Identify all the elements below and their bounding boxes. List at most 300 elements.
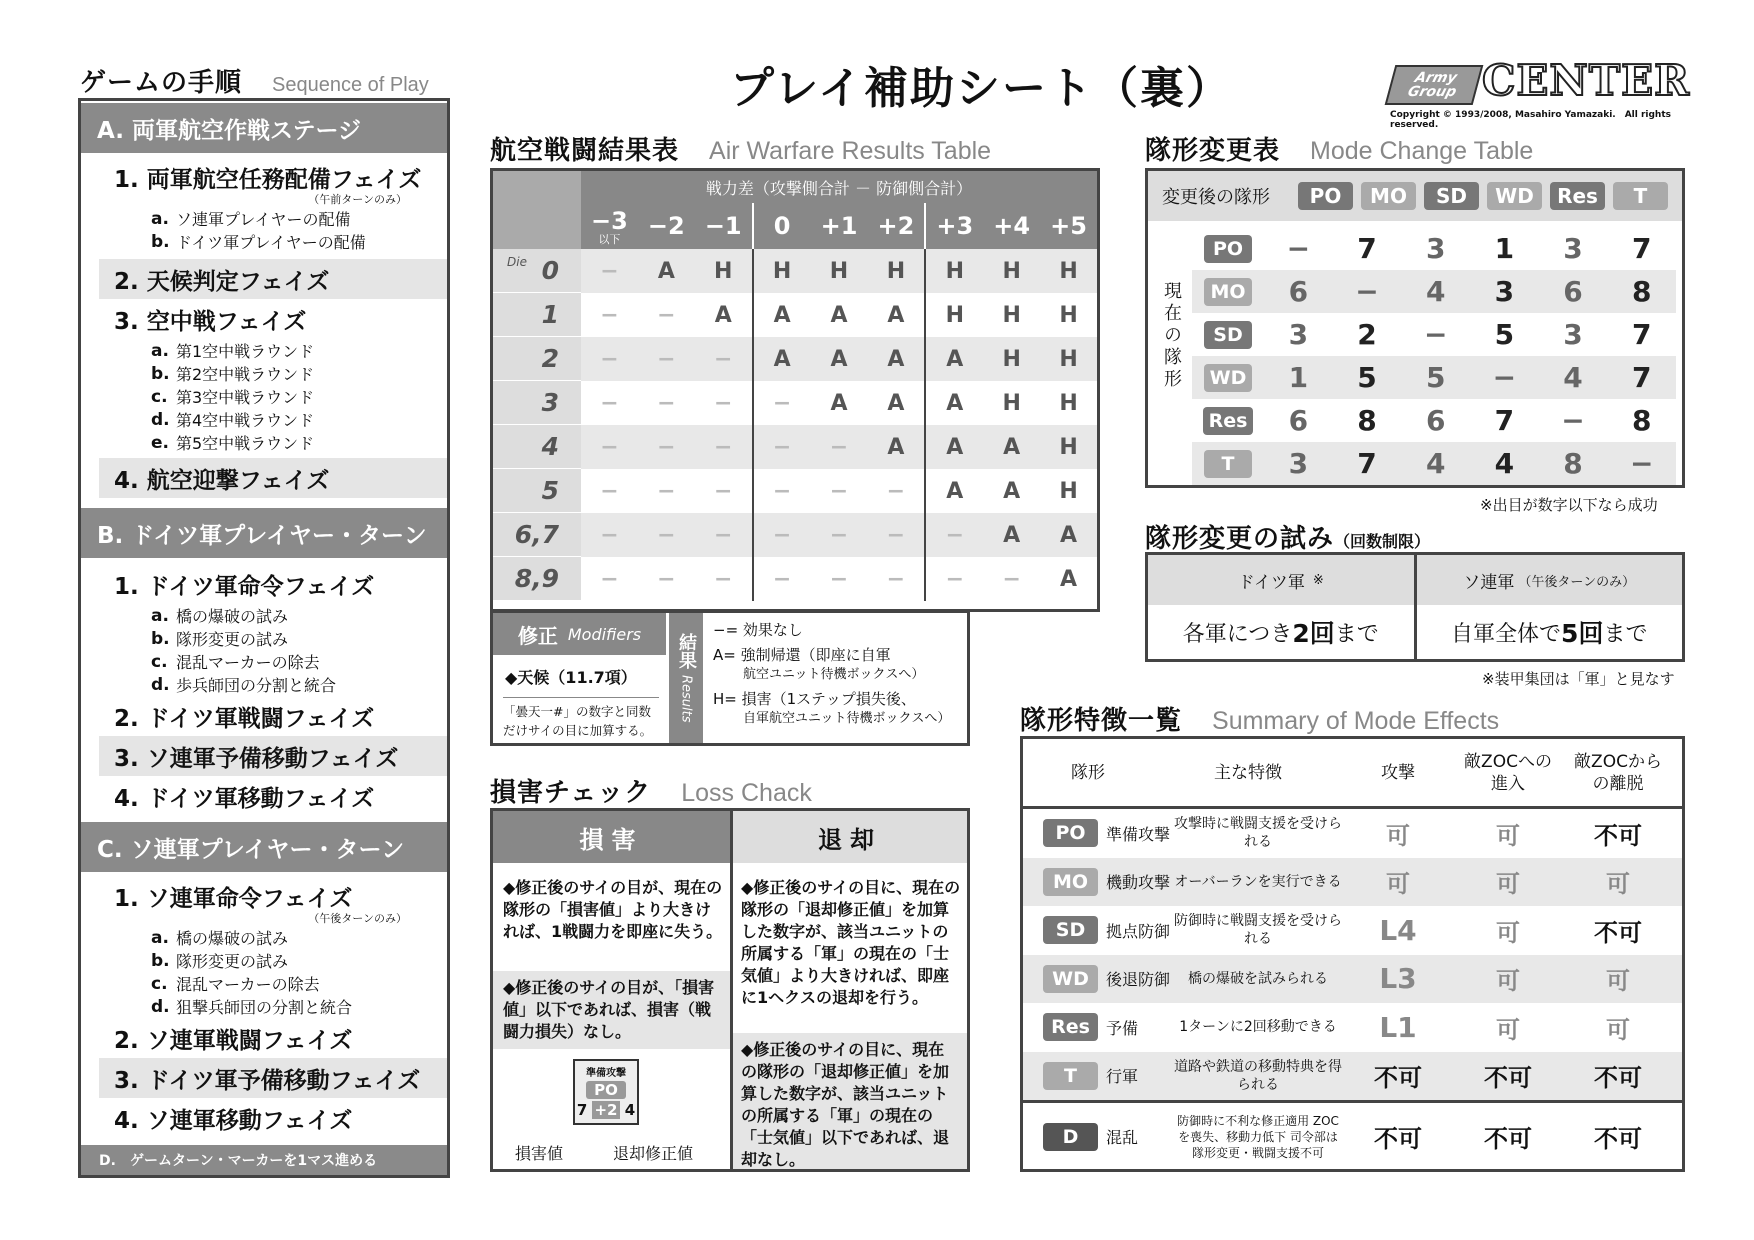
air-result-cell: − [657,346,676,372]
mode-value: − [1286,232,1311,265]
sub-a3a [81,339,447,362]
air-result-cell: A [887,302,905,328]
mode-row-sd: SD [1204,321,1252,349]
mode-row [1192,356,1676,399]
mode-row-label [1192,364,1264,392]
air-result-cell: − [600,390,619,416]
res-none: −= 効果なし [713,621,803,639]
logo-army-group: Army Group [1385,65,1484,105]
sum-mode-sd: SD [1043,916,1098,944]
air-result-cell: H [752,249,811,293]
air-result-cell: − [600,302,619,328]
try-german-v2: 2回 [1292,619,1335,648]
res-abort-1: A= 強制帰還（即座に自軍 [713,646,891,664]
text: ソ連軍プレイヤーの配備 [176,210,351,229]
sum-title: 隊形特徴一覧 [1020,706,1183,736]
mode-value: 7 [1631,361,1652,394]
mode-value: 8 [1357,404,1377,437]
mode-value: − [1355,275,1379,308]
mode-title: 隊形変更表 [1145,136,1281,166]
air-result-cell: A [1060,566,1078,592]
try-soviet-head [1417,555,1683,605]
air-die-cell [493,293,581,337]
air-result-cell: A [1003,478,1021,504]
res-hit-2: 自軍航空ユニット待機ボックスへ） [743,711,951,726]
text: ドイツ軍プレイヤーの配備 [176,233,366,252]
sum-feature: 道路や鉄道の移動特典を得られる [1174,1058,1342,1093]
phase-a4: 4. 航空迎撃フェイズ [99,458,447,498]
stage-d: D. ゲームターン・マーカーを1マス進める [81,1145,447,1175]
mode-value: 5 [1494,318,1515,351]
sum-attack: L4 [1379,913,1417,947]
sum-zoc-exit: 可 [1606,1015,1630,1044]
mode-row-label [1192,235,1264,263]
sum-mode-po: PO [1043,819,1098,847]
air-col-headers [581,203,1097,249]
sequence-of-play-box [78,98,450,1178]
air-result-cell: − [714,522,733,548]
loss-value-label: 損害値 [515,1144,564,1163]
air-die-cell [493,381,581,425]
stage-a: A. 両軍航空作戦ステージ [81,103,447,153]
counter-loss: 7 [576,1101,588,1119]
phase-c3: 3. ドイツ軍予備移動フェイズ [99,1058,447,1098]
air-result-cell: − [600,522,619,548]
mode-value: 3 [1494,275,1515,308]
sub-c1a [81,926,447,949]
sum-mode-name: 後退防御 [1106,970,1171,990]
text: 第4空中戦ラウンド [176,411,315,430]
air-result-cell: H [1059,390,1078,416]
sum-mode-name: 混乱 [1106,1128,1139,1147]
mode-value: 6 [1288,275,1309,308]
res-hit-1: H= 損害（1ステップ損失後、 [713,690,916,708]
air-header-diff: 戦力差（攻撃側合計 － 防御側合計） [581,171,1097,203]
sum-header-cell: 攻撃 [1381,762,1415,783]
air-result-cell: − [600,346,619,372]
air-result-cell: H [1002,346,1021,372]
mode-after-label: 変更後の隊形 [1162,187,1270,208]
air-result-cell: A [830,302,848,328]
counter-other: 4 [624,1101,636,1119]
mode-heading [1145,130,1533,167]
sub-a3b [81,362,447,385]
text: 隊形変更の試み [176,630,289,649]
text: 第1空中戦ラウンド [176,342,315,361]
sum-mode-name: 拠点防御 [1106,921,1171,941]
air-result-cell: H [924,249,983,293]
text: 狙撃兵師団の分割と統合 [176,998,353,1017]
mode-value: 4 [1563,361,1583,394]
sum-rows [1023,809,1682,1170]
label: d. [151,674,170,695]
air-table-box [490,168,1100,612]
mod-note: 「曇天一#」の数字と同数だけサイの目に加算する。 [503,697,659,740]
label: a. [151,340,169,361]
label: a. [151,208,169,229]
sum-row [1023,955,1682,1004]
air-col-header [581,203,638,249]
air-title: 航空戦闘結果表 [490,136,680,166]
mode-row-label [1192,450,1264,478]
air-result-cell: − [1002,566,1021,592]
air-col-header [1040,203,1097,249]
sum-feature: 1ターンに2回移動できる [1179,1019,1337,1036]
sum-attack: 可 [1386,821,1410,850]
air-die-cell [493,249,581,293]
label: e. [151,432,169,453]
air-row [493,249,1097,293]
mode-value: 7 [1357,232,1377,265]
air-result-cell: A [1060,522,1078,548]
mode-value: 2 [1357,318,1377,351]
air-result-cell: A [714,302,732,328]
air-row [493,513,1097,557]
sum-feature: 防御時に不利な修正適用 ZOCを喪失、移動力低下 司令部は隊形変更・戦闘支援不可 [1177,1113,1339,1160]
try-german-label: ドイツ軍 [1237,572,1305,593]
mode-row-res: Res [1203,407,1254,435]
air-result-cell: − [752,425,811,469]
phase-c1: 1. ソ連軍命令フェイズ [114,885,353,912]
sum-mode-cell [1023,965,1173,993]
try-box [1145,552,1685,662]
mode-value: − [1629,447,1654,480]
phase-b2: 2. ドイツ軍戦闘フェイズ [114,705,375,732]
air-row [493,557,1097,601]
air-result-cell: − [657,522,676,548]
mod-label: 修正 [517,623,558,648]
sum-zoc-enter: 可 [1496,967,1520,996]
sum-row [1023,858,1682,907]
try-soviet-label: ソ連軍 [1463,572,1515,593]
air-die-cell [493,337,581,381]
sum-attack: 可 [1386,870,1410,899]
mode-row-label [1192,407,1264,435]
air-result-cell: − [924,557,983,601]
sum-box [1020,736,1685,1172]
res-abort-2: 航空ユニット待機ボックスへ） [743,667,925,682]
air-die-value: 2 [541,344,559,373]
sum-zoc-exit: 不可 [1594,1064,1642,1093]
try-german [1148,555,1417,659]
try-german-mark: ※ [1312,572,1324,588]
air-result-cell: − [829,522,849,548]
mode-note: ※出目が数字以下なら成功 [1480,496,1658,514]
air-result-cell: H [924,293,983,337]
try-heading [1145,518,1430,555]
res-label: 結果 [676,633,697,670]
air-result-cell: − [714,434,733,460]
sum-zoc-enter: 不可 [1484,1064,1532,1093]
loss-heading [490,772,812,809]
sum-feature: 防御時に戦闘支援を受けられる [1174,913,1342,948]
air-col-value: −2 [647,212,685,240]
mode-header-wd: WD [1487,182,1542,210]
sub-b1d [81,673,447,696]
mode-table-box [1145,168,1685,488]
retreat-text-1: ◆修正後のサイの目に、現在の隊形の「退却修正値」を加算した数字が、該当ユニットの所属する「軍」の現在の「士気値」より大きければ、即座に1ヘクスの退却を行う。 [741,878,961,1007]
logo [1390,56,1690,130]
mode-value: − [1423,318,1448,351]
air-result-cell: − [657,302,676,328]
sum-attack: L3 [1379,962,1417,996]
air-col-value: −3 [591,207,628,235]
sum-feature: 橋の爆破を試みられる [1188,970,1328,987]
seq-title: ゲームの手順 [80,68,243,98]
air-result-cell: − [600,478,619,504]
counter-title: 準備攻撃 [586,1068,626,1079]
mode-rows [1192,227,1676,485]
air-row [493,425,1097,469]
sum-feature: 攻撃時に戦闘支援を受けられる [1174,816,1342,851]
air-result-cell: − [752,381,811,425]
mode-row [1192,227,1676,270]
air-result-cell: − [714,346,733,372]
phase-a3: 3. 空中戦フェイズ [114,308,307,335]
loss-title: 損害チェック [490,778,652,808]
label: a. [151,605,169,626]
sum-header-cell: 敵ZOCからの離脱 [1574,751,1662,794]
air-result-cell: − [752,469,811,513]
air-result-cell: − [600,434,619,460]
counter-values [575,1101,637,1119]
label: b. [151,950,170,971]
mode-value: 6 [1288,404,1309,437]
air-row [493,337,1097,381]
air-result-cell: − [829,478,849,504]
air-die-value: 4 [541,432,559,461]
air-result-cell: − [657,478,676,504]
text: 橋の爆破の試み [176,607,289,626]
loss-h1: 損害 [493,811,730,863]
air-die-label: Die [507,255,527,269]
sum-zoc-enter: 可 [1496,918,1520,947]
air-result-cell: A [887,434,905,460]
try-german-v3: まで [1334,621,1379,647]
mode-row-t: T [1204,450,1252,478]
air-modifiers-box [490,610,970,746]
air-result-cell: − [924,513,983,557]
mode-value: 3 [1288,447,1309,480]
mode-header-row [1148,171,1682,221]
air-col-header [867,203,924,249]
air-result-cell: − [752,557,811,601]
air-result-cell: H [1059,478,1078,504]
sum-row [1023,809,1682,858]
phase-a1-note: （午前ターンのみ） [308,193,407,206]
mode-value: 4 [1494,447,1515,480]
mode-value: 8 [1631,275,1652,308]
air-result-cell: − [714,390,733,416]
mod-weather: ◆天候（11.7項） [505,668,637,687]
phase-b4: 4. ドイツ軍移動フェイズ [114,785,375,812]
mode-value: 7 [1357,447,1377,480]
text: 第3空中戦ラウンド [176,388,315,407]
sub-b1a [81,604,447,627]
sum-row [1023,1052,1682,1101]
counter-example [573,1059,639,1125]
sum-zoc-exit: 不可 [1594,821,1642,850]
air-result-cell: H [1002,390,1021,416]
air-result-cell: A [830,390,848,416]
sum-mode-name: 機動攻撃 [1106,873,1171,893]
air-header-left [493,171,581,249]
air-result-cell: − [886,478,906,504]
sum-attack: L1 [1379,1010,1417,1044]
air-die-cell [493,425,581,469]
air-die-value: 6,7 [514,520,559,549]
air-die-value: 1 [541,300,559,329]
air-result-cell: A [752,337,811,381]
sub-c1c [81,972,447,995]
sum-mode-name: 準備攻撃 [1106,824,1171,844]
mode-value: 3 [1563,232,1583,265]
air-result-cell: − [600,258,619,284]
retreat-mod-label: 退却修正値 [613,1144,694,1163]
label: d. [151,409,170,430]
sum-mode-wd: WD [1043,965,1098,993]
mode-value: 4 [1425,275,1446,308]
mode-value: 8 [1563,447,1583,480]
mode-value: 6 [1563,275,1583,308]
air-die-cell [493,469,581,513]
mode-value: 7 [1631,232,1652,265]
text: 歩兵師団の分割と統合 [176,676,337,695]
counter-mode: PO [586,1081,626,1099]
try-title: 隊形変更の試み [1145,524,1335,554]
sum-zoc-exit: 可 [1606,967,1630,996]
mode-value: 7 [1494,404,1515,437]
air-die-value: 8,9 [514,564,559,593]
label: c. [151,651,168,672]
sum-mode-cell [1023,819,1173,847]
air-col-header [638,203,695,249]
mode-value: 1 [1494,232,1515,265]
air-result-cell: A [1003,522,1021,548]
mode-row-mo: MO [1204,278,1252,306]
phase-a1: 1. 両軍航空任務配備フェイズ [114,166,422,193]
mode-value: 8 [1631,404,1652,437]
label: b. [151,363,170,384]
air-die-cell [493,513,581,557]
air-result-cell: A [924,337,983,381]
sum-mode-cell [1023,1062,1173,1090]
air-result-cell: A [1003,434,1021,460]
air-result-cell: H [1002,302,1021,328]
air-result-cell: H [1059,434,1078,460]
sum-header-cell: 主な特徴 [1214,762,1282,783]
air-col-header [811,203,868,249]
sub-b1c [81,650,447,673]
sub-c1b [81,949,447,972]
air-row [493,469,1097,513]
mode-row-label [1192,321,1264,349]
text: 第5空中戦ラウンド [176,434,315,453]
mod-label-en: Modifiers [567,624,642,644]
mode-current-label: 現在の隊形 [1161,281,1182,391]
mode-header-sd: SD [1424,182,1479,210]
air-result-cell: − [657,390,676,416]
text: 第2空中戦ラウンド [176,365,315,384]
air-result-cell: − [886,522,906,548]
air-result-cell: H [1002,258,1021,284]
air-result-cell: − [657,434,676,460]
page-title: プレイ補助シート（裏） [730,63,1233,114]
air-col-header [695,203,752,249]
air-result-cell: A [887,346,905,372]
air-result-cell: A [657,258,675,284]
air-result-cell: H [714,258,733,284]
loss-text-1: ◆修正後のサイの目が、現在の隊形の「損害値」より大きければ、1戦闘力を即座に失う。 [503,878,723,941]
mode-header-mo: MO [1361,182,1416,210]
sub-c1d [81,995,447,1018]
sum-mode-res: Res [1043,1013,1098,1041]
phase-b1: 1. ドイツ軍命令フェイズ [114,573,375,600]
mode-value: − [1561,404,1585,437]
sum-row [1023,1100,1682,1170]
label: c. [151,386,168,407]
sum-row [1023,906,1682,955]
sum-zoc-exit: 不可 [1594,1125,1642,1153]
air-result-cell: H [1059,346,1078,372]
copyright: Copyright © 1993/2008, Masahiro Yamazaki. All rights reserved. [1390,110,1671,130]
sum-mode-t: T [1043,1062,1098,1090]
try-german-head [1148,555,1414,605]
sum-header-cell: 隊形 [1071,762,1105,783]
try-soviet [1417,555,1683,659]
mode-row-wd: WD [1204,364,1253,392]
counter-retreat: +2 [594,1101,618,1119]
air-row [493,293,1097,337]
sum-header-cell: 敵ZOCへの進入 [1464,751,1552,794]
sub-a1b [81,230,447,253]
label: a. [151,927,169,948]
label: b. [151,231,170,252]
air-title-en: Air Warfare Results Table [709,137,992,165]
sum-mode-cell [1023,916,1173,944]
try-soviet-v1: 自軍全体で [1451,621,1562,647]
mode-value: 3 [1288,318,1309,351]
sub-a3c [81,385,447,408]
air-col-value: 0 [773,212,791,240]
air-result-cell: − [600,566,619,592]
phase-c4: 4. ソ連軍移動フェイズ [114,1107,353,1134]
mode-header-po: PO [1298,182,1353,210]
label: d. [151,996,170,1017]
sum-row [1023,1003,1682,1052]
air-result-cell: A [887,390,905,416]
air-col-value: +2 [877,212,915,240]
air-result-cell: A [924,381,983,425]
air-die-value: 0 [541,256,559,285]
loss-title-en: Loss Chack [681,779,812,807]
mode-value: 3 [1563,318,1583,351]
mode-value: 1 [1288,361,1309,394]
try-soviet-value [1417,605,1683,659]
try-soviet-v2: 5回 [1561,619,1604,648]
mode-value: 7 [1631,318,1652,351]
air-result-cell: H [829,258,849,284]
try-german-value [1148,605,1414,659]
sub-a3d [81,408,447,431]
air-result-cell: − [829,566,849,592]
air-die-value: 5 [541,476,559,505]
try-german-v1: 各軍につき [1182,621,1293,647]
sum-zoc-exit: 可 [1606,870,1630,899]
stage-c: C. ソ連軍プレイヤー・ターン [81,822,447,872]
sum-mode-cell [1023,1013,1173,1041]
air-col-header [983,203,1040,249]
